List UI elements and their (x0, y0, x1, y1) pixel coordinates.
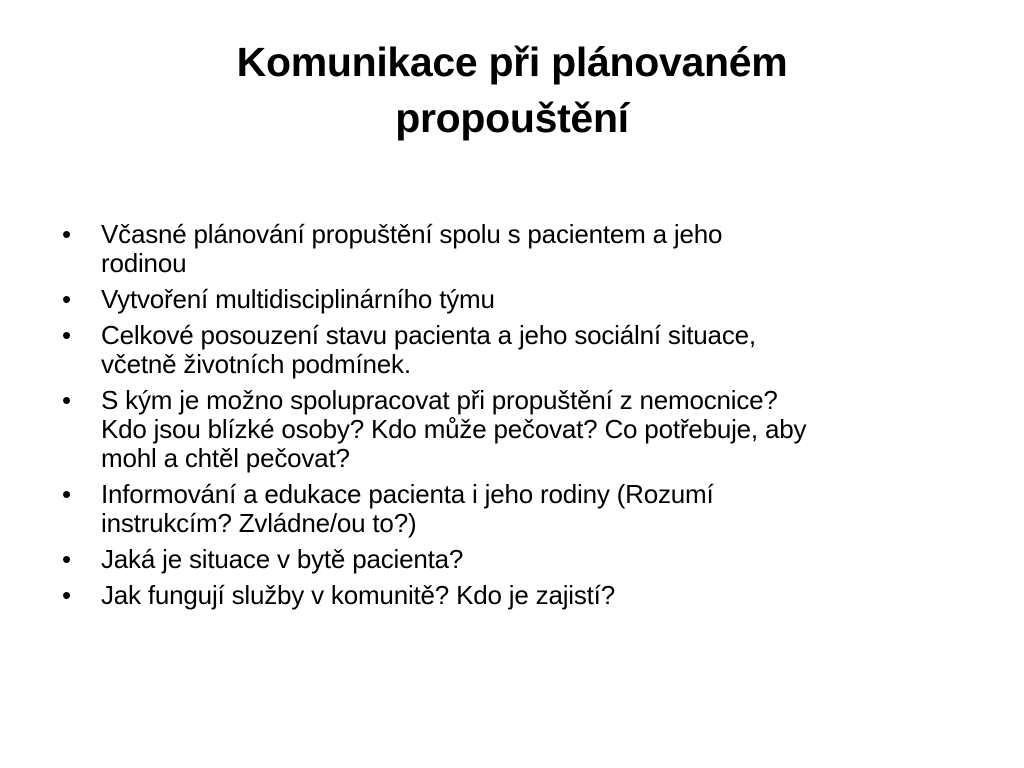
bullet-text-line: S kým je možno spolupracovat při propuštění z nemocnice? (101, 385, 778, 415)
bullet-icon: • (62, 544, 71, 574)
slide-title-line: Komunikace při plánovaném (236, 39, 788, 85)
bullet-text-line: Celkové posouzení stavu pacienta a jeho sociální situace, (101, 320, 756, 350)
bullet-item (62, 321, 1017, 379)
bullet-item (62, 480, 1017, 538)
slide-title-line: propouštění (395, 95, 629, 141)
bullet-icon: • (62, 580, 71, 610)
bullet-text-line: Jak fungují služby v komunitě? Kdo je zajistí? (101, 580, 615, 610)
bullet-text-line: mohl a chtěl pečovat? (101, 443, 350, 473)
bullet-icon: • (62, 479, 71, 509)
bullet-icon: • (62, 284, 71, 314)
bullet-text-line: Informování a edukace pacienta i jeho rodiny (Rozumí (101, 479, 714, 509)
bullet-item (62, 545, 1017, 574)
bullet-text-line: Kdo jsou blízké osoby? Kdo může pečovat? Co potřebuje, aby (101, 414, 807, 444)
bullet-item (62, 581, 1017, 610)
bullet-text-line: Jaká je situace v bytě pacienta? (101, 544, 464, 574)
bullet-icon: • (62, 320, 71, 350)
bullet-icon: • (62, 385, 71, 415)
bullet-text-line: instrukcím? Zvládne/ou to?) (101, 508, 417, 538)
bullet-item (62, 285, 1017, 314)
bullet-list (62, 220, 1017, 617)
bullet-text-line: rodinou (101, 248, 187, 278)
bullet-icon: • (62, 219, 71, 249)
bullet-text-line: Vytvoření multidisciplinárního týmu (101, 284, 495, 314)
bullet-item (62, 386, 1017, 473)
bullet-item (62, 220, 1017, 278)
slide-title (60, 34, 964, 146)
bullet-text-line: včetně životních podmínek. (101, 349, 411, 379)
bullet-text-line: Včasné plánování propuštění spolu s pacientem a jeho (101, 219, 723, 249)
